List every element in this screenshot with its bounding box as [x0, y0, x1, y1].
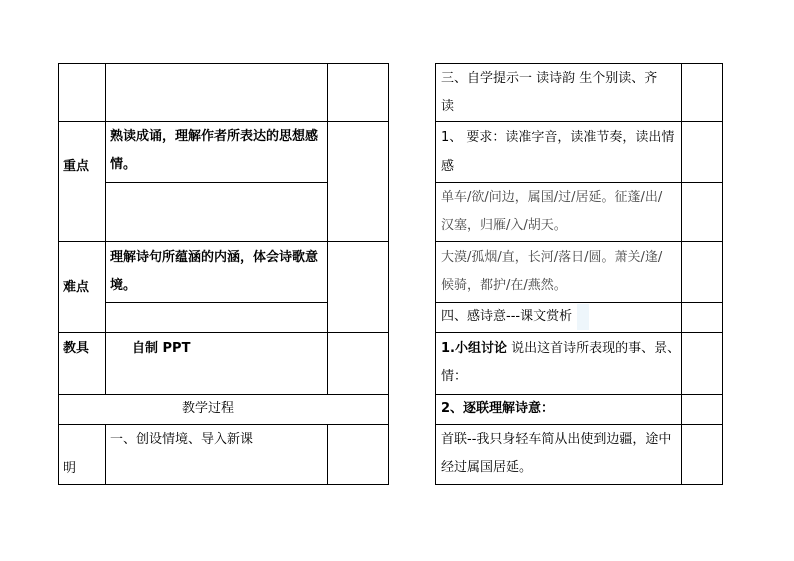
- key-points-line-2: 情。: [110, 157, 137, 172]
- poem-rhythm-line-2: 汉塞，归雁/入/胡天。: [441, 218, 567, 233]
- teaching-process-header: 教学过程: [182, 401, 235, 416]
- right-row-divider: [435, 182, 723, 183]
- row-label-teaching-aids: 教具: [63, 341, 90, 356]
- right-table-right-border: [722, 63, 723, 485]
- teaching-aids-content: 自制 PPT: [132, 341, 191, 356]
- right-table-left-border: [435, 63, 436, 485]
- left-row-divider: [58, 424, 388, 425]
- group-discussion-text: 说出这首诗所表现的事、景、: [506, 341, 681, 356]
- row-label-difficult-points: 难点: [63, 280, 90, 295]
- right-row-divider: [435, 424, 723, 425]
- first-couplet-line-2: 经过属国居延。: [441, 460, 533, 475]
- right-row-divider: [435, 241, 723, 242]
- left-row-divider: [58, 121, 388, 122]
- self-study-prompt-line-1: 三、自学提示一 读诗韵 生个别读、齐: [441, 71, 658, 86]
- left-col-divider: [327, 63, 328, 394]
- group-discussion-line-2: 情：: [441, 369, 468, 384]
- right-row-divider: [435, 394, 723, 395]
- left-row-divider: [58, 394, 388, 395]
- poem-rhythm-line-4: 候骑，都护/在/燕然。: [441, 278, 567, 293]
- left-table-left-border: [58, 63, 59, 485]
- right-table-top-border: [435, 63, 723, 64]
- left-row-divider: [58, 241, 388, 242]
- poem-rhythm-line-3: 大漠/孤烟/直，长河/落日/圆。萧关/逢/: [441, 250, 663, 265]
- right-row-divider: [435, 121, 723, 122]
- left-table-top-border: [58, 63, 388, 64]
- left-table-right-border: [388, 63, 389, 485]
- key-points-line-1: 熟读成诵，理解作者所表达的思想感: [110, 129, 319, 144]
- left-row-divider: [105, 182, 327, 183]
- self-study-prompt-line-2: 读: [441, 99, 455, 114]
- left-col-divider: [105, 63, 106, 394]
- difficult-points-line-1: 理解诗句所蕴涵的内涵，体会诗歌意: [110, 250, 319, 265]
- reading-requirement-line-2: 感: [441, 159, 455, 174]
- left-row-divider: [58, 332, 388, 333]
- first-couplet-line-1: 首联--我只身轻车简从出使到边疆，途中: [441, 432, 672, 447]
- right-col-divider: [681, 63, 682, 485]
- group-discussion-line-1: [441, 336, 680, 362]
- row-label-key-points: 重点: [63, 159, 90, 174]
- selection-highlight: [577, 304, 589, 330]
- section-four-title: 四、感诗意---课文赏析: [441, 309, 573, 324]
- right-row-divider: [435, 302, 723, 303]
- left-col-divider: [105, 424, 106, 485]
- left-row-divider: [105, 302, 327, 303]
- reading-requirement-line-1: 1、 要求：读准字音，读准节奏，读出情: [441, 130, 675, 145]
- right-table-bottom-border: [435, 484, 723, 485]
- difficult-points-line-2: 境。: [110, 278, 137, 293]
- left-table-bottom-border: [58, 484, 388, 485]
- row-label-ming: 明: [63, 461, 77, 476]
- right-row-divider: [435, 332, 723, 333]
- couplet-understanding-title: 2、逐联理解诗意：: [441, 401, 555, 416]
- poem-rhythm-line-1: 单车/欲/问边，属国/过/居延。征蓬/出/: [441, 190, 663, 205]
- intro-section-title: 一、创设情境、导入新课: [110, 432, 254, 447]
- left-col-divider: [327, 424, 328, 485]
- group-discussion-label: 1.小组讨论: [441, 341, 507, 356]
